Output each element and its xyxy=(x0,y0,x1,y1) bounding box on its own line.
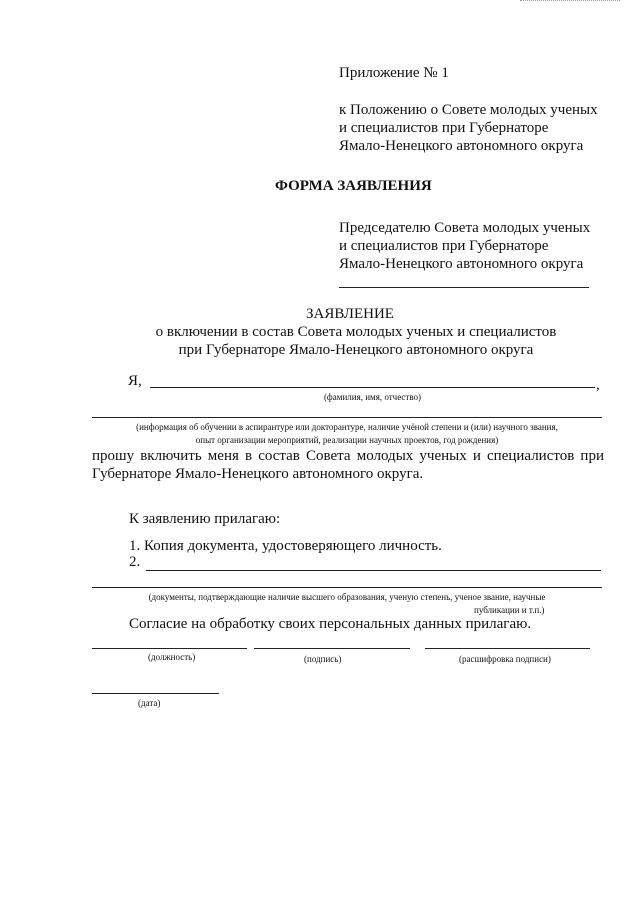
form-title: ФОРМА ЗАЯВЛЕНИЯ xyxy=(275,178,432,194)
appendix-title: Приложение № 1 xyxy=(339,65,449,81)
info-caption-line-2: опыт организации мероприятий, реализации научных проектов, год рождения) xyxy=(195,435,499,445)
statement-subheading-line-2: при Губернаторе Ямало-Ненецкого автономного округа xyxy=(178,342,534,358)
date-caption: (дата) xyxy=(138,698,161,708)
fio-caption: (фамилия, имя, отчество) xyxy=(323,392,422,402)
appendix-ref-line-3: Ямало-Ненецкого автономного округа xyxy=(339,138,584,154)
attachment-item-1: 1. Копия документа, удостоверяющего личность. xyxy=(129,538,442,554)
attachment-item-2-line[interactable] xyxy=(146,570,601,571)
date-line[interactable] xyxy=(92,693,219,694)
request-line-2: Губернаторе Ямало-Ненецкого автономного округа. xyxy=(92,466,424,482)
statement-subheading-line-1: о включении в состав Совета молодых ученых и специалистов xyxy=(155,324,557,340)
addressee-line-2: и специалистов при Губернаторе xyxy=(339,238,549,254)
appendix-ref-line-2: и специалистов при Губернаторе xyxy=(339,120,549,136)
consent-text: Согласие на обработку своих персональных данных прилагаю. xyxy=(129,616,532,632)
addressee-line-1: Председателю Совета молодых ученых xyxy=(339,220,591,236)
fio-trailing-comma: , xyxy=(596,377,600,393)
position-caption: (должность) xyxy=(148,652,196,662)
decoding-line[interactable] xyxy=(425,648,590,649)
i-label: Я, xyxy=(128,373,142,389)
statement-heading: ЗАЯВЛЕНИЕ xyxy=(306,306,394,322)
attachment-item-2-label: 2. xyxy=(129,554,141,570)
attachments-intro: К заявлению прилагаю: xyxy=(129,511,281,527)
attachment-extra-line[interactable] xyxy=(92,587,602,588)
docs-caption-line-1: (документы, подтверждающие наличие высшего образования, ученую степень, ученое звание, научные xyxy=(148,592,546,602)
position-line[interactable] xyxy=(92,648,247,649)
appendix-ref-line-1: к Положению о Совете молодых ученых xyxy=(339,102,598,118)
scan-artifact xyxy=(520,0,620,3)
signature-caption: (подпись) xyxy=(304,654,342,664)
decoding-caption: (расшифровка подписи) xyxy=(459,654,551,664)
request-line-1: прошу включить меня в состав Совета молодых ученых и специалистов при xyxy=(92,448,604,464)
info-input-line[interactable] xyxy=(92,417,602,418)
info-caption-line-1: (информация об обучении в аспирантуре или докторантуре, наличие учёной степени и (или) научного звания, xyxy=(136,422,558,432)
docs-caption-line-2: публикации и т.п.) xyxy=(474,605,545,615)
addressee-line-3: Ямало-Ненецкого автономного округа xyxy=(339,256,584,272)
signature-line[interactable] xyxy=(254,648,410,649)
fio-input-line[interactable] xyxy=(150,387,595,388)
addressee-name-line[interactable] xyxy=(339,287,589,288)
